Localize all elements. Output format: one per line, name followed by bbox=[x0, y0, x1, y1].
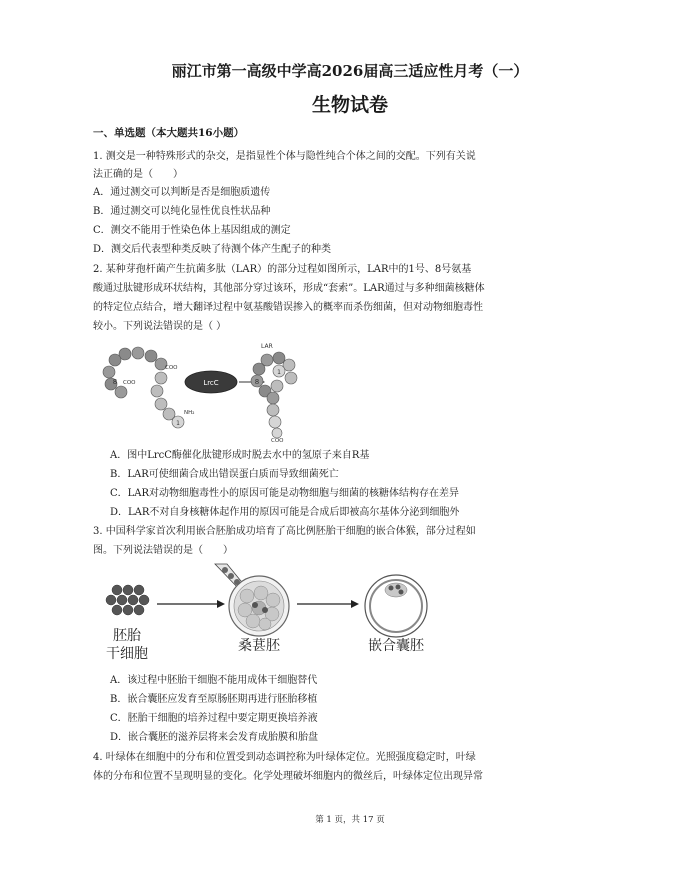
morula bbox=[229, 576, 289, 636]
label-coo-left-1: COO bbox=[123, 380, 136, 386]
process-arrowhead-1 bbox=[217, 600, 225, 608]
exam-subtitle: 生物试卷 bbox=[311, 94, 388, 116]
q1-option-d: D．测交后代表型种类反映了待测个体产生配子的种类 bbox=[93, 244, 332, 255]
label-embryonic-stem-cell-1: 胚胎 bbox=[113, 628, 141, 644]
chimeric-blastocyst bbox=[365, 575, 427, 637]
q1-option-b: B．通过测交可以纯化显性优良性状品种 bbox=[93, 206, 271, 217]
q3-option-d: D．嵌合囊胚的滋养层将来会发育成胎膜和胎盘 bbox=[110, 732, 319, 743]
label-num1-right: 1 bbox=[277, 369, 281, 376]
q4-stem-line: 4. 叶绿体在细胞中的分布和位置受到动态调控称为叶绿体定位。光照强度稳定时，叶绿 bbox=[93, 752, 476, 763]
embryonic-stem-cells bbox=[106, 585, 149, 615]
label-embryonic-stem-cell-2: 干细胞 bbox=[106, 646, 148, 662]
linear-peptide-chain bbox=[103, 347, 184, 428]
q1-option-c: C．测交不能用于性染色体上基因组成的测定 bbox=[93, 225, 291, 236]
q3-option-c: C．胚胎干细胞的培养过程中要定期更换培养液 bbox=[110, 713, 318, 724]
label-num8-left: 8 bbox=[112, 378, 118, 386]
q3-option-b: B．嵌合囊胚应发育至原肠胚期再进行胚胎移植 bbox=[110, 694, 318, 705]
label-num8-right: 8 bbox=[254, 378, 260, 386]
q2-option-b: B．LAR可使细菌合成出错误蛋白质而导致细菌死亡 bbox=[110, 469, 339, 480]
q3-option-a: A．该过程中胚胎干细胞不能用成体干细胞替代 bbox=[110, 675, 318, 686]
q2-stem-line: 较小。下列说法错误的是（ ） bbox=[93, 321, 227, 332]
q2-option-a: A．图中LrcC酶催化肽键形成时脱去水中的氢原子来自R基 bbox=[110, 450, 370, 461]
q2-stem-line: 酸通过肽键形成环状结构，其他部分穿过该环，形成“套索”。LAR通过与多种细菌核糖体 bbox=[93, 283, 485, 294]
lar-synthesis-diagram bbox=[95, 338, 355, 444]
label-lar: LAR bbox=[261, 343, 273, 350]
label-coo-right: COO bbox=[271, 438, 284, 444]
q3-stem-line: 3. 中国科学家首次利用嵌合胚胎成功培育了高比例胚胎干细胞的嵌合体猴，部分过程如 bbox=[93, 526, 476, 537]
chimera-process-diagram bbox=[95, 560, 440, 670]
q2-option-c: C．LAR对动物细胞毒性小的原因可能是动物细胞与细菌的核糖体结构存在差异 bbox=[110, 488, 460, 499]
q4-stem-line: 体的分布和位置不呈现明显的变化。化学处理破坏细胞内的微丝后，叶绿体定位出现异常 bbox=[93, 771, 483, 782]
label-coo-left-2: COO bbox=[165, 365, 178, 371]
q1-stem-line: 法正确的是（ ） bbox=[93, 169, 183, 180]
lasso-peptide-lar bbox=[251, 352, 297, 438]
process-arrowhead-2 bbox=[351, 600, 359, 608]
page-footer: 第 1 页，共 17 页 bbox=[315, 815, 385, 825]
label-num1-left: 1 bbox=[176, 420, 180, 427]
q1-option-a: A．通过测交可以判断是否是细胞质遗传 bbox=[93, 187, 271, 198]
label-nh2: NH₂ bbox=[184, 410, 195, 416]
exam-title: 丽江市第一高级中学高2026届高三适应性月考（一） bbox=[171, 62, 529, 80]
label-chimeric-blastocyst: 嵌合囊胚 bbox=[368, 638, 424, 654]
q2-stem-line: 2. 某种芽孢杆菌产生抗菌多肽（LAR）的部分过程如图所示，LAR中的1号、8号氨基 bbox=[93, 264, 472, 275]
q1-stem-line: 1. 测交是一种特殊形式的杂交，是指显性个体与隐性纯合个体之间的交配。下列有关说 bbox=[93, 151, 476, 162]
q2-option-d: D．LAR不对自身核糖体起作用的原因可能是合成后即被高尔基体分泌到细胞外 bbox=[110, 507, 460, 518]
label-lrcc: LrcC bbox=[203, 379, 219, 387]
section-title: 一、单选题（本大题共16小题） bbox=[93, 127, 245, 139]
q3-stem-line: 图。下列说法错误的是（ ） bbox=[93, 545, 233, 556]
label-morula: 桑葚胚 bbox=[238, 638, 280, 654]
q2-stem-line: 的特定位点结合，增大翻译过程中氨基酸错误掺入的概率而杀伤细菌，但对动物细胞毒性 bbox=[93, 302, 483, 313]
